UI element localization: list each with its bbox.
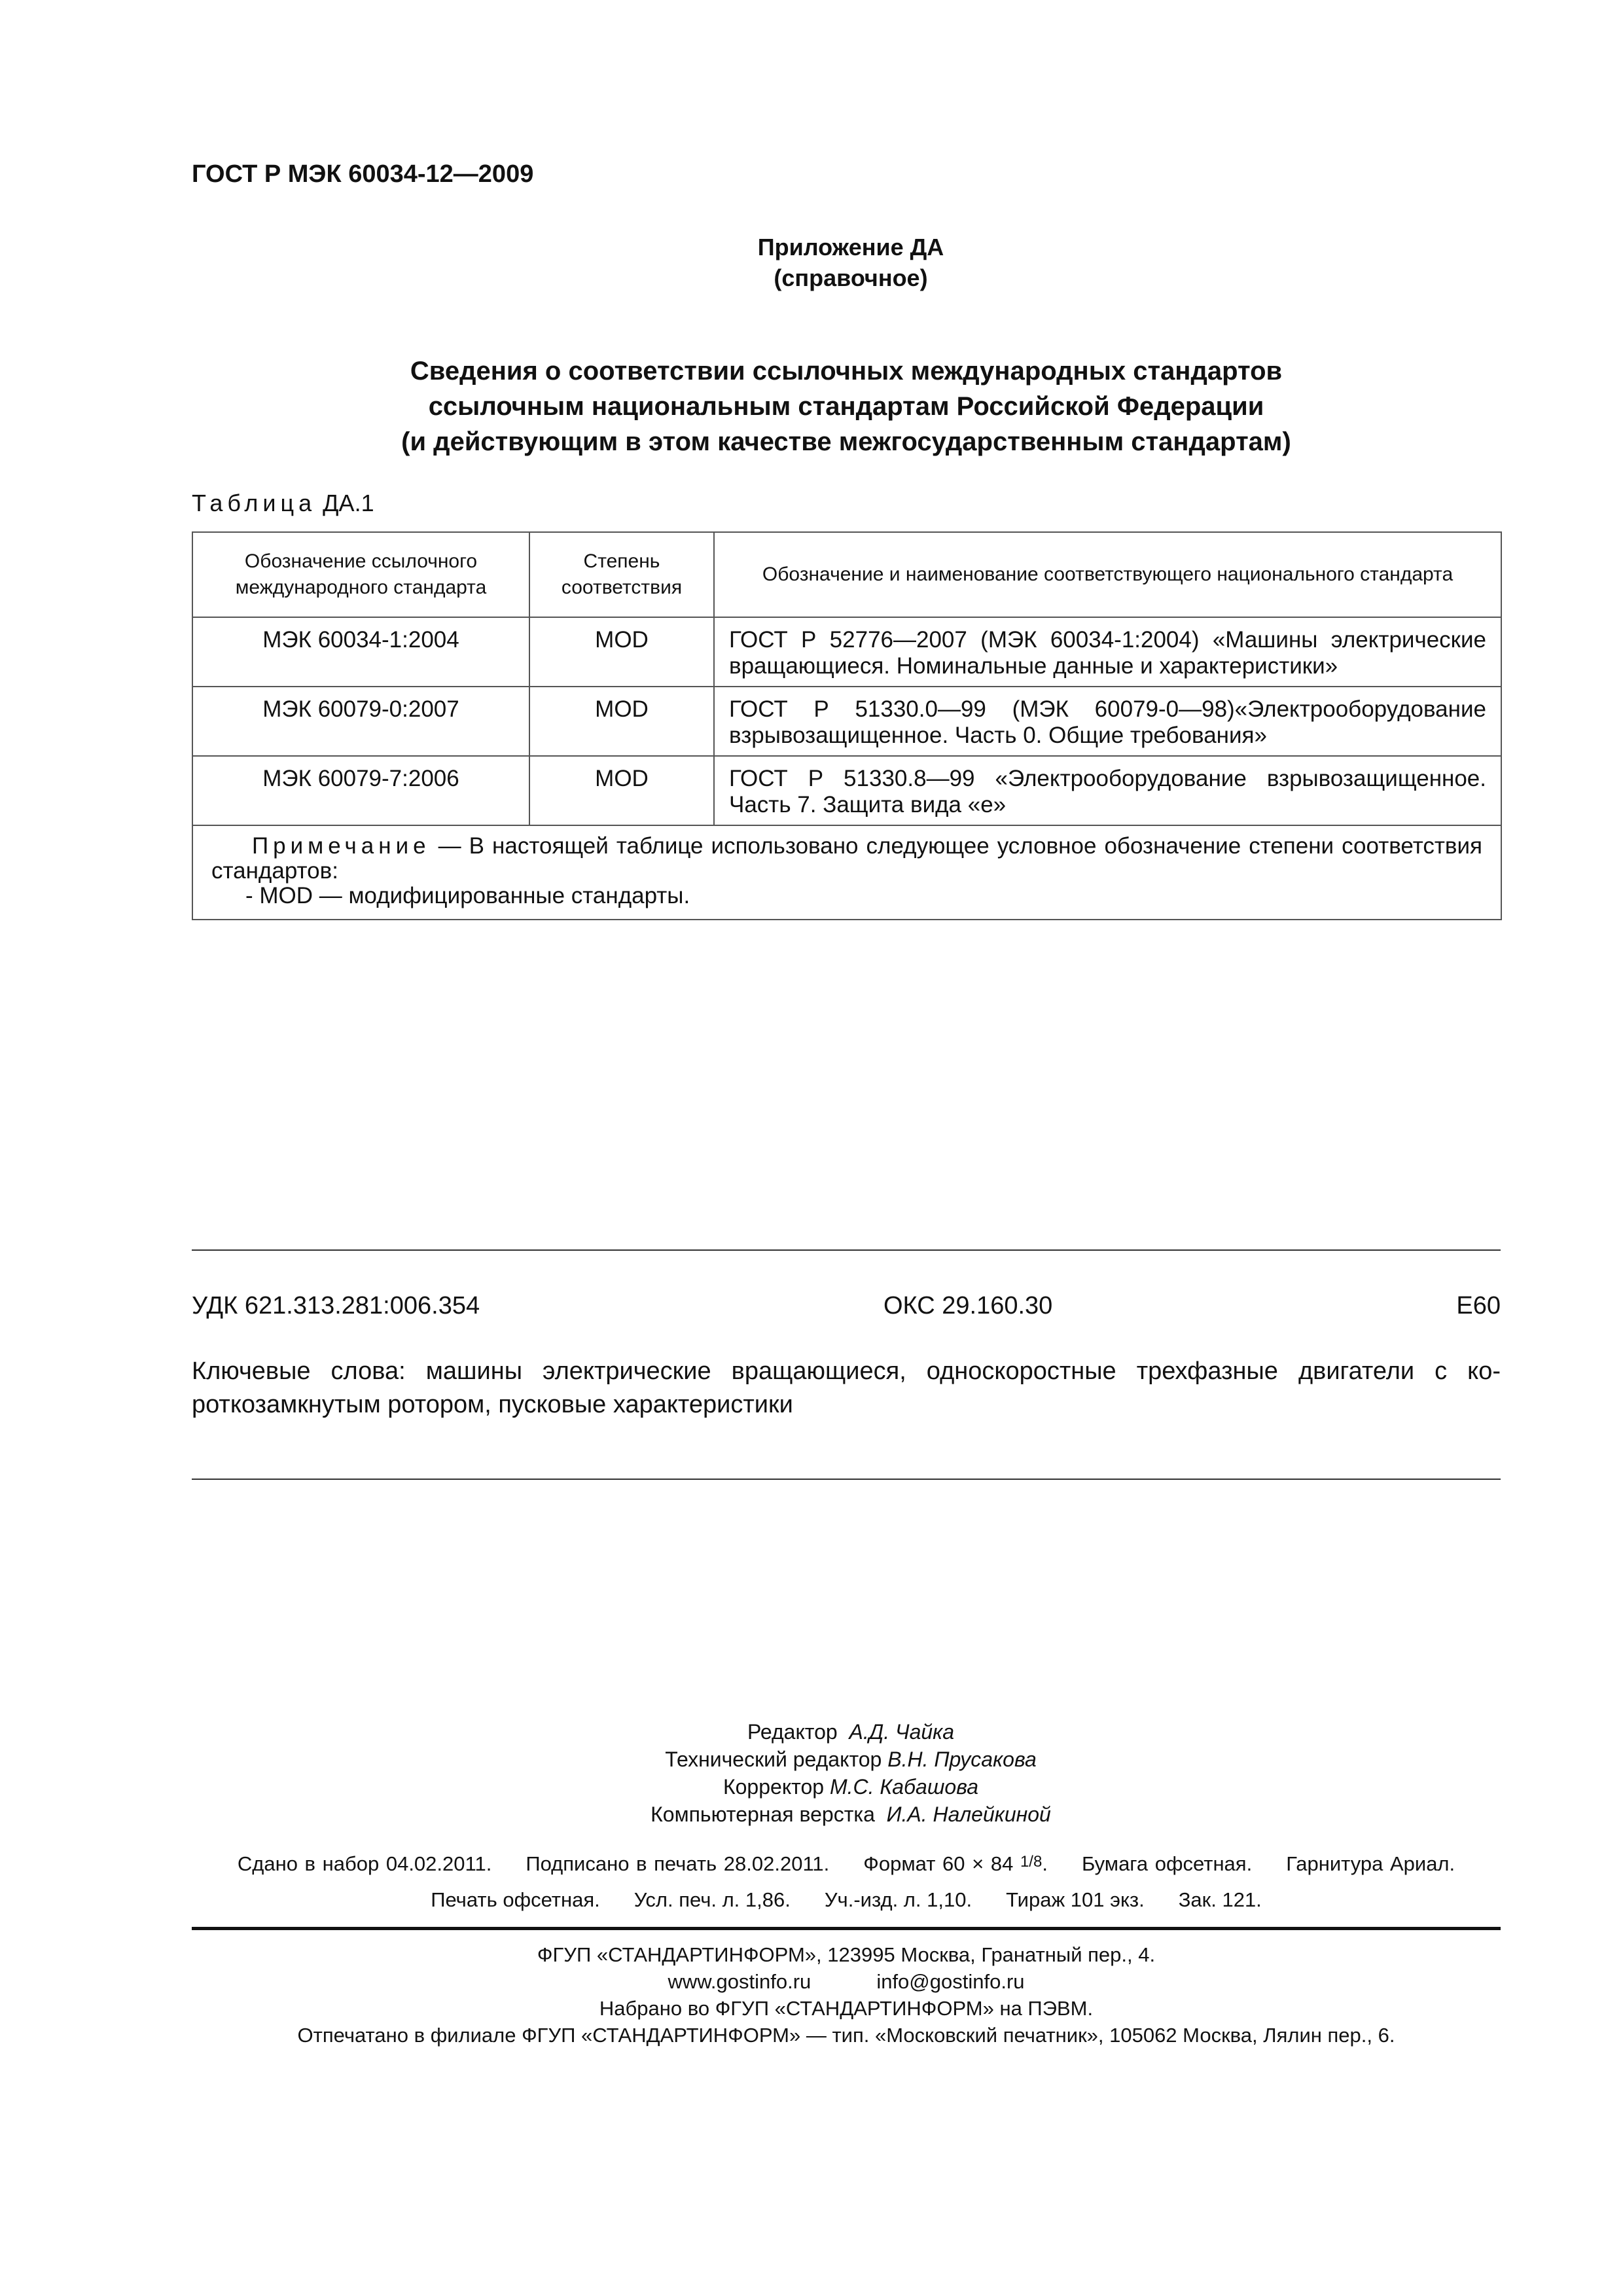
table-row: [192, 687, 1501, 756]
print-info-line: Печать офсетная. Усл. печ. л. 1,86. Уч.-изд. л. 1,10. Тираж 101 экз. Зак. 121.: [431, 1888, 1262, 1911]
header-cell-national: Обозначение и наименование соответствующего национального стандарта: [714, 532, 1501, 617]
credit-line: Компьютерная верстка И.А. Налейкиной: [651, 1803, 1051, 1826]
main-title-line: (и действующим в этом качестве межгосударственным стандартам): [401, 427, 1291, 456]
oks-code: ОКС 29.160.30: [883, 1292, 1053, 1319]
note-label: Примечание: [252, 833, 431, 859]
cell-national-standard: ГОСТ Р 51330.0—99 (МЭК 60079-0—98)«Электрооборудование взрывозащищенное. Часть 0. Общие требования»: [714, 687, 1501, 756]
cell-degree: MOD: [529, 687, 714, 756]
table-header-row: [192, 532, 1501, 617]
print-info-line: Сдано в набор 04.02.2011. Подписано в печать 28.02.2011. Формат 60 × 84 1/8. Бумага офсетная. Гарнитура Ариал.: [237, 1852, 1455, 1875]
credit-name: М.С. Кабашова: [829, 1775, 978, 1799]
divider: [192, 1479, 1501, 1480]
appendix-status: (справочное): [774, 264, 928, 291]
header-cell-degree: Степень соответствия: [529, 532, 714, 617]
main-title-line: ссылочным национальным стандартам Российской Федерации: [428, 392, 1264, 421]
table-row: [192, 617, 1501, 687]
table-caption-number: ДА.1: [323, 490, 374, 516]
cell-degree: MOD: [529, 617, 714, 687]
editorial-credits: [589, 1718, 1113, 1828]
credit-line: Технический редактор В.Н. Прусакова: [665, 1748, 1037, 1771]
credit-name: В.Н. Прусакова: [887, 1748, 1037, 1771]
typeset-info: Набрано во ФГУП «СТАНДАРТИНФОРМ» на ПЭВМ.: [599, 1997, 1094, 2020]
cell-intl-standard: МЭК 60079-7:2006: [192, 756, 529, 825]
table-row: [192, 756, 1501, 825]
table-note-row: [192, 825, 1501, 920]
publisher-info: [192, 1941, 1501, 2049]
credit-name: А.Д. Чайка: [849, 1720, 955, 1744]
note-item: - MOD — модифицированные стандарты.: [245, 883, 690, 908]
note-text: — В настоящей таблице использовано следующее условное обозначение степени соответствия стандартов:: [211, 833, 1482, 884]
main-title-line: Сведения о соответствии ссылочных международных стандартов: [410, 357, 1283, 386]
divider: [192, 1249, 1501, 1251]
correspondence-table: [192, 531, 1502, 920]
classifier-code: Е60: [1456, 1292, 1501, 1319]
cell-degree: MOD: [529, 756, 714, 825]
cell-national-standard: ГОСТ Р 52776—2007 (МЭК 60034-1:2004) «Машины электрические вращающиеся. Номинальные данные и характеристики»: [714, 617, 1501, 687]
main-title: [192, 353, 1501, 459]
header-cell-intl: Обозначение ссылочного международного стандарта: [192, 532, 529, 617]
credit-line: Корректор М.С. Кабашова: [722, 1775, 978, 1799]
publisher-address: ФГУП «СТАНДАРТИНФОРМ», 123995 Москва, Гранатный пер., 4.: [537, 1943, 1156, 1966]
table-caption: [192, 490, 374, 517]
udk-code: УДК 621.313.281:006.354: [192, 1292, 480, 1319]
credit-name: И.А. Налейкиной: [886, 1803, 1051, 1826]
document-standard-code: ГОСТ Р МЭК 60034-12—2009: [192, 160, 534, 188]
divider: [192, 1927, 1501, 1930]
table-note: [192, 825, 1501, 920]
publisher-email: info@gostinfo.ru: [876, 1970, 1025, 1993]
cell-national-standard: ГОСТ Р 51330.8—99 «Электрооборудование взрывозащищенное. Часть 7. Защита вида «е»: [714, 756, 1501, 825]
publisher-website: www.gostinfo.ru: [668, 1970, 812, 1993]
cell-intl-standard: МЭК 60079-0:2007: [192, 687, 529, 756]
cell-intl-standard: МЭК 60034-1:2004: [192, 617, 529, 687]
printed-info: Отпечатано в филиале ФГУП «СТАНДАРТИНФОРМ» — тип. «Московский печатник», 105062 Москва, Лялин пер., 6.: [297, 2024, 1395, 2047]
table-caption-word: Таблица: [192, 490, 317, 516]
keywords: Ключевые слова: машины электрические вращающиеся, односкоростные трехфазные двигатели с короткозамкнутым ротором, пусковые характеристики: [192, 1357, 1501, 1418]
appendix-heading: [0, 232, 1623, 293]
appendix-title: Приложение ДА: [757, 234, 944, 260]
credit-line: Редактор А.Д. Чайка: [747, 1720, 955, 1744]
